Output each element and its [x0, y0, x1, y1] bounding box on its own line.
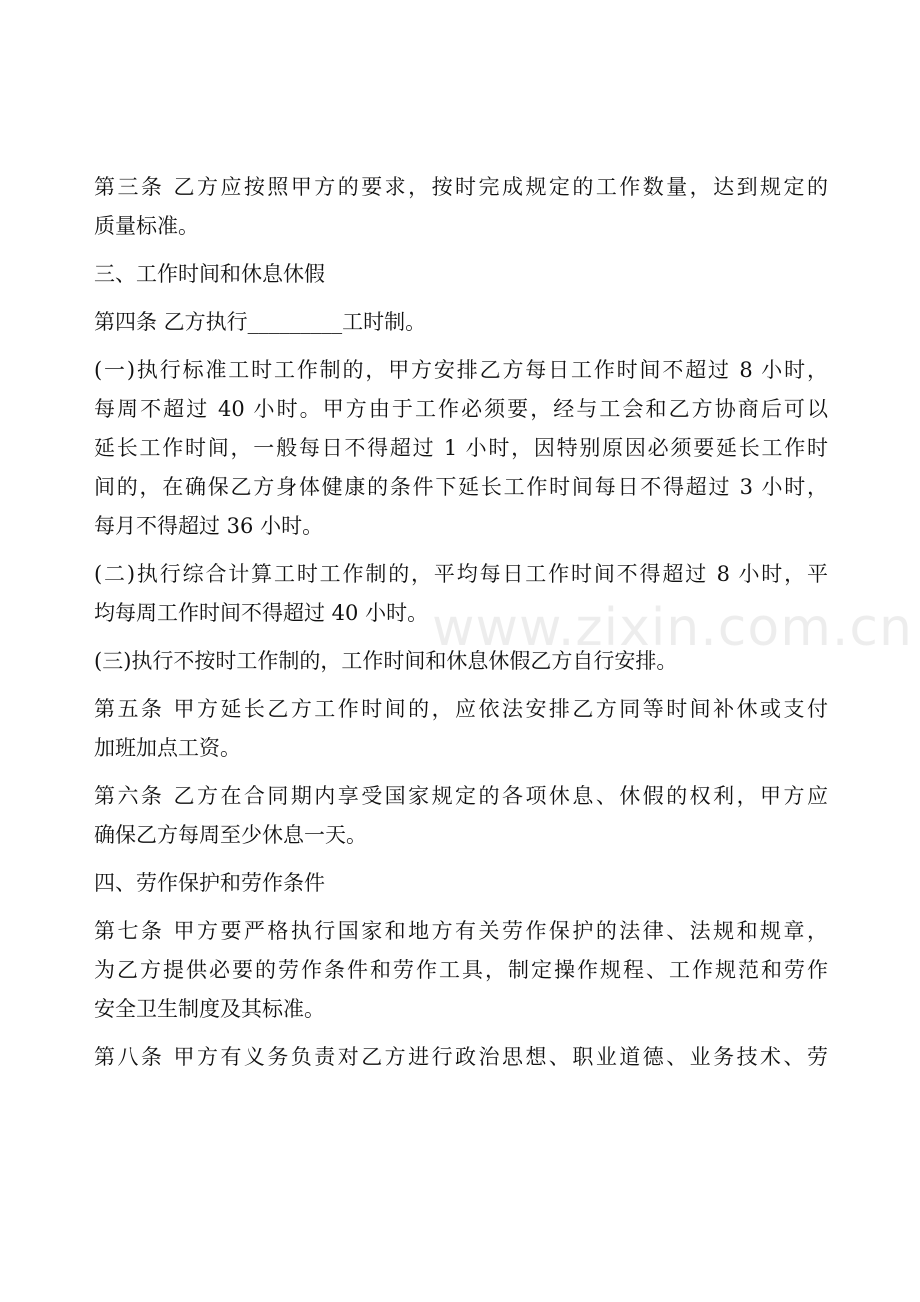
text-line: 为乙方提供必要的劳作条件和劳作工具，制定操作规程、工作规范和劳作: [94, 958, 828, 982]
text-line: 间的，在确保乙方身体健康的条件下延长工作时间每日不得超过 3 小时，: [94, 475, 828, 499]
text-line: 确保乙方每周至少休息一天。: [94, 823, 367, 847]
text-line: 四、劳作保护和劳作条件: [94, 871, 325, 895]
text-line: 加班加点工资。: [94, 736, 241, 760]
text-line: 延长工作时间，一般每日不得超过 1 小时，因特别原因必须要延长工作时: [94, 436, 828, 460]
text-line: (二)执行综合计算工时工作制的，平均每日工作时间不得超过 8 小时，平: [94, 562, 828, 586]
text-line: (三)执行不按时工作制的，工作时间和休息休假乙方自行安排。: [94, 649, 678, 673]
watermark: www.zixin.com.cn: [432, 598, 913, 658]
text-line: 第六条 乙方在合同期内享受国家规定的各项休息、休假的权利，甲方应: [94, 784, 828, 808]
text-line: 质量标准。: [94, 214, 199, 238]
text-line: 每周不超过 40 小时。甲方由于工作必须要，经与工会和乙方协商后可以: [94, 397, 828, 421]
text-line: 三、工作时间和休息休假: [94, 262, 325, 286]
text-line: 安全卫生制度及其标准。: [94, 997, 325, 1021]
text-line: (一)执行标准工时工作制的，甲方安排乙方每日工作时间不超过 8 小时，: [94, 358, 828, 382]
text-line: 均每周工作时间不得超过 40 小时。: [94, 601, 429, 625]
text-line: 第四条 乙方执行_________工时制。: [94, 310, 427, 334]
text-line: 第七条 甲方要严格执行国家和地方有关劳作保护的法律、法规和规章，: [94, 919, 828, 943]
text-line: 第三条 乙方应按照甲方的要求，按时完成规定的工作数量，达到规定的: [94, 175, 828, 199]
text-line: 每月不得超过 36 小时。: [94, 514, 324, 538]
text-line: 第五条 甲方延长乙方工作时间的，应依法安排乙方同等时间补休或支付: [94, 697, 828, 721]
text-line: 第八条 甲方有义务负责对乙方进行政治思想、职业道德、业务技术、劳: [94, 1045, 828, 1069]
